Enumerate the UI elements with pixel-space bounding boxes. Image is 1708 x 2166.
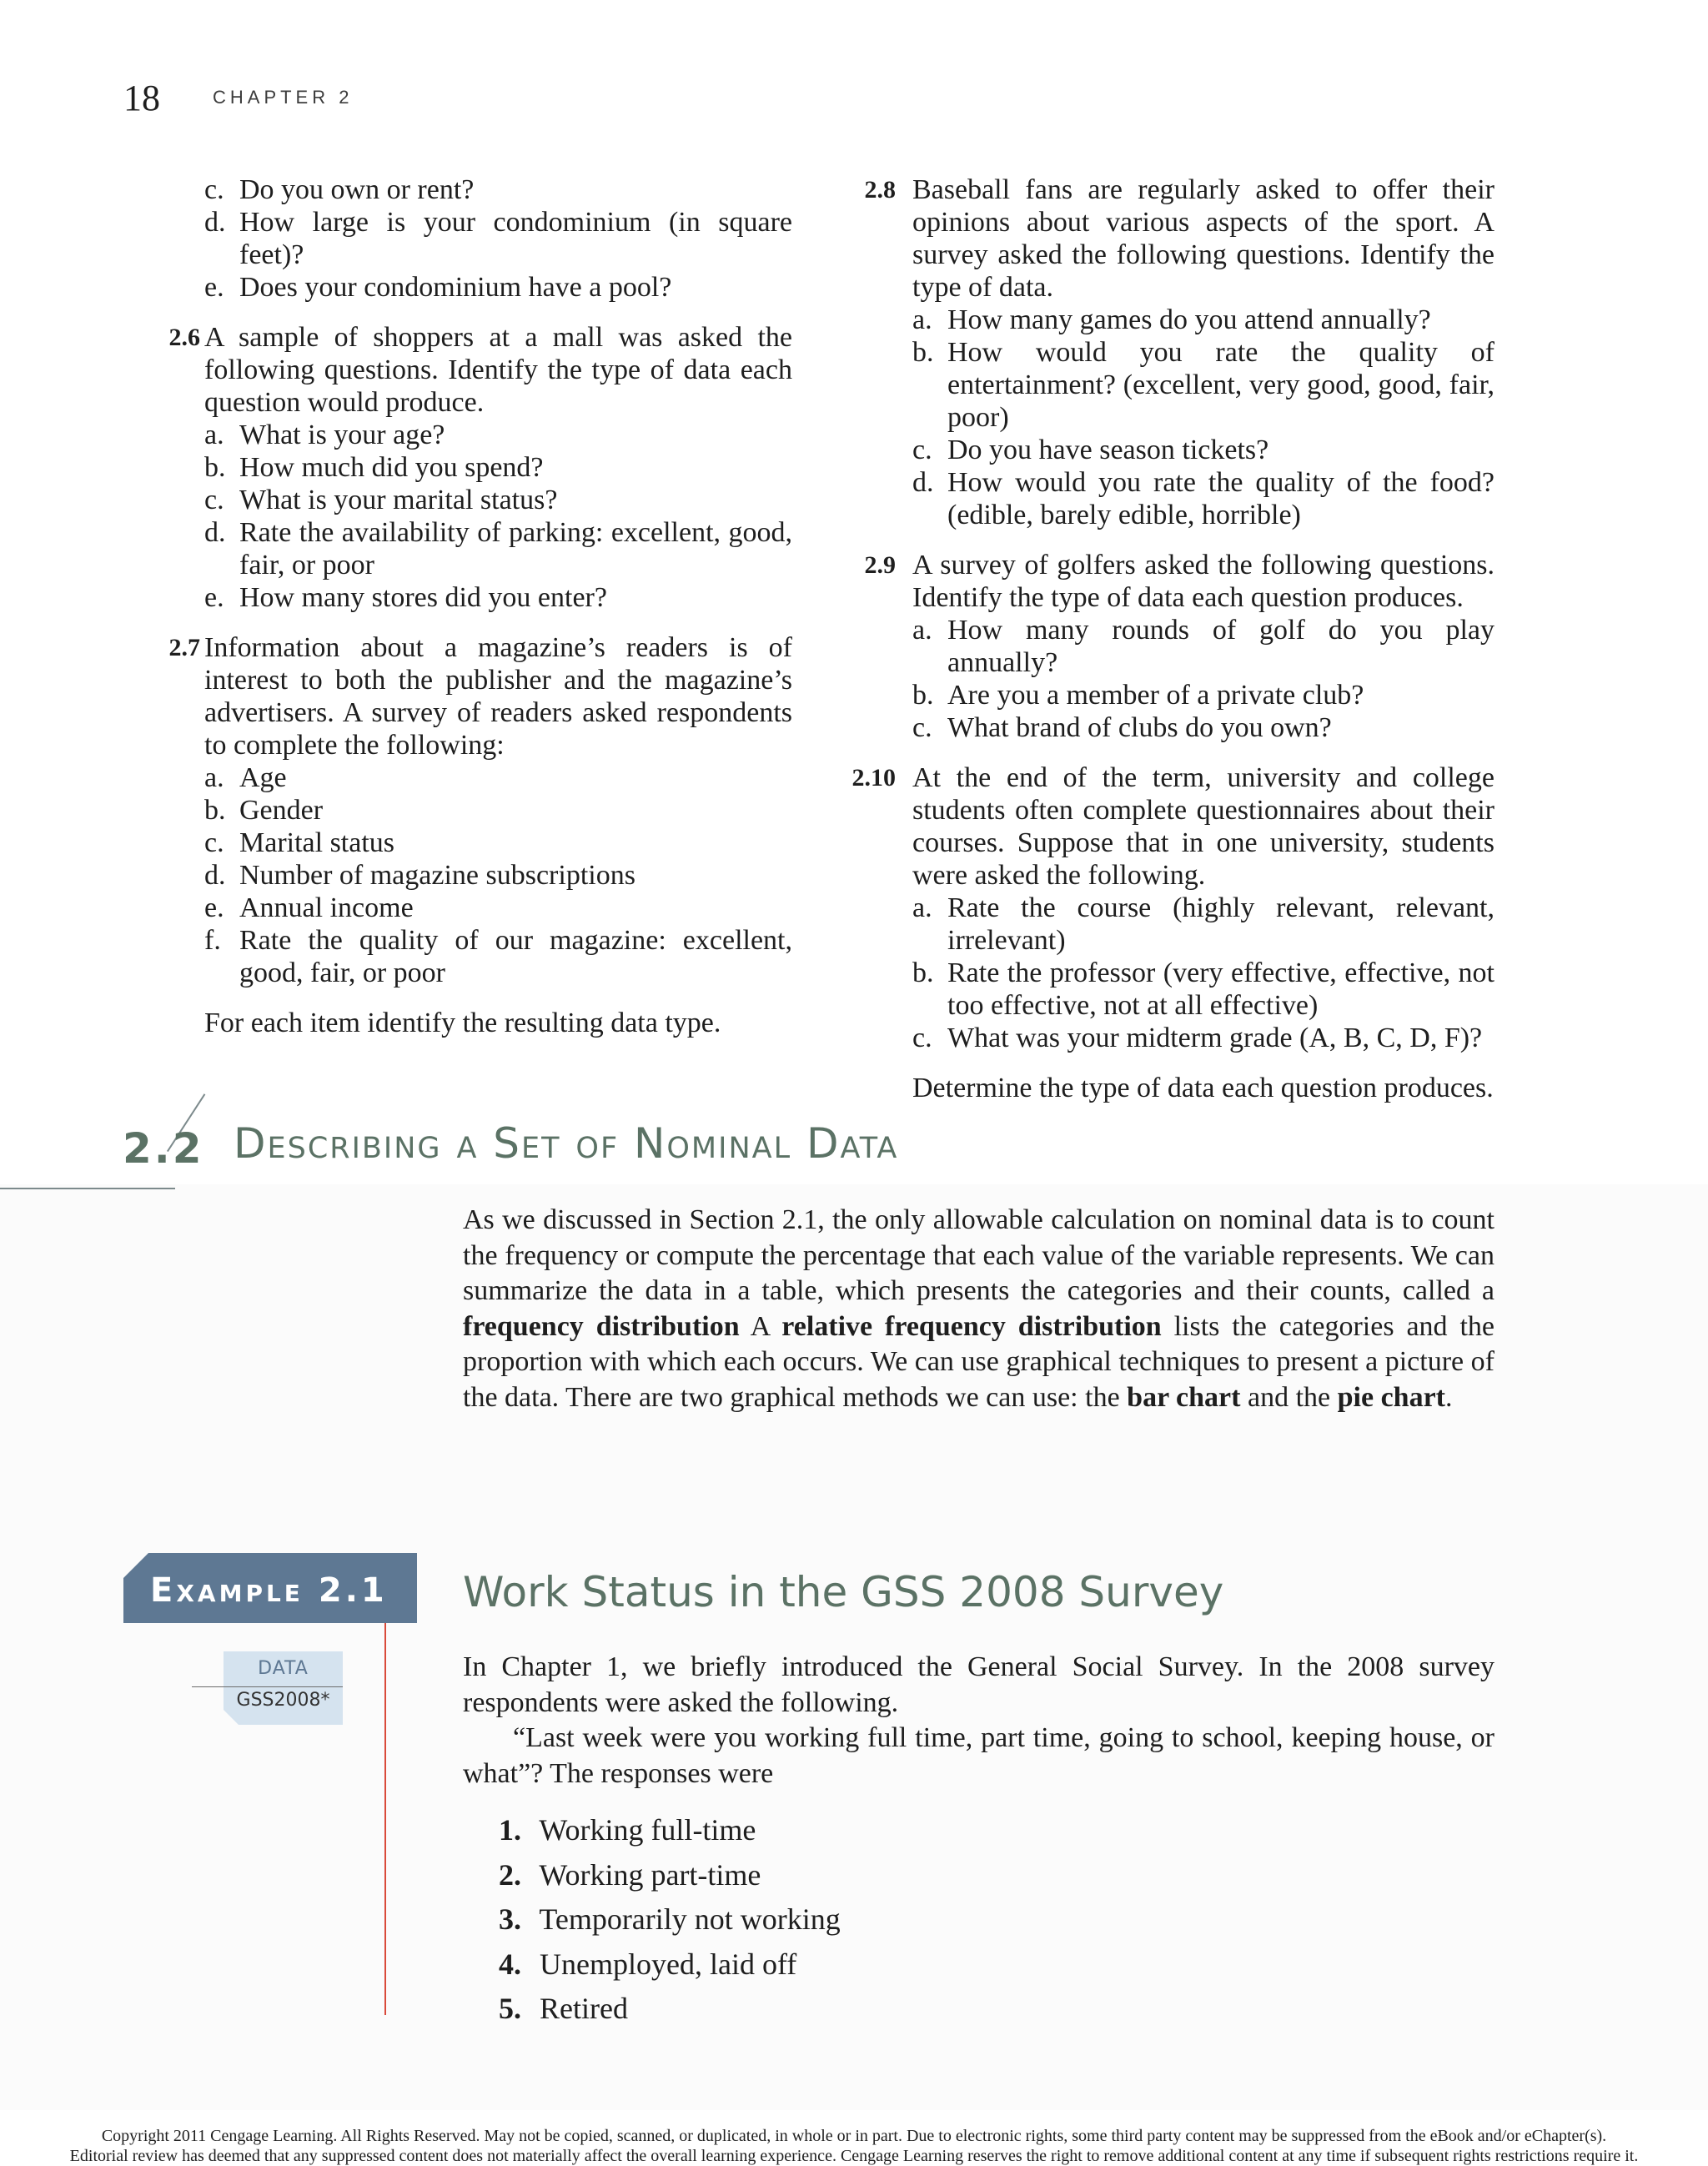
list-item: b. Gender — [204, 795, 324, 826]
section-title: Describing a Set of Nominal Data — [234, 1119, 899, 1168]
section-body — [463, 1203, 1494, 1415]
page-number: 18 — [123, 78, 160, 118]
list-item: a. How many rounds of golf do you play annually? — [912, 615, 1494, 678]
response-item: 1. Working full-time — [499, 1813, 756, 1847]
exercise-prompt: A sample of shoppers at a mall was asked the following questions. Identify the type of data each question would produce. — [204, 322, 792, 418]
exercise-2-9 — [826, 549, 1494, 744]
list-item: b. How much did you spend? — [204, 452, 544, 483]
response-item: 2. Working part-time — [499, 1857, 761, 1892]
example-title: Work Status in the GSS 2008 Survey — [463, 1568, 1224, 1616]
exercise-prompt: Information about a magazine’s readers is of interest to both the publisher and the magazine’s advertisers. A survey of readers asked respondents to complete the following: — [204, 632, 792, 761]
exercise-closing: For each item identify the resulting data type. — [204, 1008, 721, 1038]
term-bar-chart: bar chart — [1127, 1381, 1241, 1413]
response-item: 3. Temporarily not working — [499, 1902, 841, 1936]
exercise-2-7 — [125, 631, 792, 1039]
response-item: 4. Unemployed, laid off — [499, 1947, 797, 1981]
list-item: d. How would you rate the quality of the food? (edible, barely edible, horrible) — [912, 467, 1494, 530]
list-item: e. How many stores did you enter? — [204, 582, 607, 613]
example-paragraph: “Last week were you working full time, part time, going to school, keeping house, or what”? The responses were — [463, 1722, 1494, 1789]
section-rule-horizontal — [0, 1188, 175, 1189]
example-tag-number: 2.1 — [318, 1571, 388, 1610]
response-list — [499, 1808, 841, 2032]
term-frequency-distribution: frequency distribution — [463, 1310, 740, 1342]
list-item: f. Rate the quality of our magazine: excellent, good, fair, or poor — [204, 925, 792, 988]
exercise-2-8 — [826, 173, 1494, 531]
list-item: c. Marital status — [204, 827, 395, 858]
exercise-prompt: Baseball fans are regularly asked to offer their opinions about various aspects of the sport. A survey asked the following questions. Identify the type of data. — [912, 174, 1494, 303]
copyright-line: Copyright 2011 Cengage Learning. All Rights Reserved. May not be copied, scanned, or duplicated, in whole or in part. Due to electronic rights, some third party content may be suppressed from the eBook and/or eChapter(s). — [101, 2127, 1607, 2145]
section-number: 2.2 — [123, 1124, 204, 1173]
list-item: a. What is your age? — [204, 420, 445, 450]
list-item: e. Does your condominium have a pool? — [204, 272, 672, 303]
list-item: c. Do you have season tickets? — [912, 435, 1269, 465]
response-item: 5. Retired — [499, 1992, 628, 2025]
section-paragraph: As we discussed in Section 2.1, the only allowable calculation on nominal data is to count the frequency or compute the percentage that each value of the variable represents. We can summarize the data in a table, which presents the categories and their counts, called a frequency distribution A relative frequency distribution lists the categories and the proportion with which each occurs. We can use graphical techniques to present a picture of the data. There are two graphical methods we can use: the bar chart and the pie chart. — [463, 1204, 1494, 1413]
list-item: c. What brand of clubs do you own? — [912, 712, 1332, 743]
example-rule — [384, 1623, 386, 2015]
chapter-label: CHAPTER 2 — [213, 87, 354, 108]
list-item: d. How large is your condominium (in square feet)? — [204, 207, 792, 270]
list-item: b. Rate the professor (very effective, effective, not too effective, not at all effective) — [912, 957, 1494, 1021]
list-item: c. What is your marital status? — [204, 485, 558, 515]
copyright-line: Editorial review has deemed that any suppressed content does not materially affect the overall learning experience. Cengage Learning reserves the right to remove additional content at any time if subsequent rights restrictions require it. — [69, 2147, 1639, 2165]
data-rule — [192, 1686, 343, 1687]
list-item: d. Rate the availability of parking: excellent, good, fair, or poor — [204, 517, 792, 580]
right-column — [826, 173, 1494, 1104]
exercise-prompt: At the end of the term, university and college students often complete questionnaires about their courses. Suppose that in one university, students were asked the following. — [912, 762, 1494, 891]
exercise-number: 2.9 — [864, 551, 896, 579]
list-item: d. Number of magazine subscriptions — [204, 860, 635, 891]
list-item: a. Age — [204, 762, 287, 793]
copyright-footer — [0, 2126, 1708, 2166]
data-label: DATA — [258, 1658, 309, 1679]
list-item: b. Are you a member of a private club? — [912, 680, 1364, 711]
exercise-closing: Determine the type of data each question produces. — [912, 1073, 1494, 1103]
list-item: a. How many games do you attend annually? — [912, 304, 1431, 335]
left-column — [125, 173, 792, 1039]
example-body — [463, 1650, 1494, 1792]
example-tag-label — [150, 1571, 388, 1610]
term-pie-chart: pie chart — [1337, 1381, 1445, 1413]
exercise-2-5-tail — [125, 173, 792, 304]
example-paragraph: In Chapter 1, we briefly introduced the General Social Survey. In the 2008 survey respondents were asked the following. — [463, 1651, 1494, 1718]
list-item: a. Rate the course (highly relevant, relevant, irrelevant) — [912, 892, 1494, 956]
exercise-number: 2.10 — [851, 764, 896, 792]
list-item: e. Annual income — [204, 892, 414, 923]
list-item: b. How would you rate the quality of entertainment? (excellent, very good, good, fair, poor) — [912, 337, 1494, 433]
exercise-number: 2.6 — [168, 324, 200, 351]
list-item: c. What was your midterm grade (A, B, C, D, F)? — [912, 1023, 1483, 1053]
exercise-prompt: A survey of golfers asked the following questions. Identify the type of data each question produces. — [912, 550, 1494, 613]
data-file-name: GSS2008* — [236, 1690, 330, 1711]
example-tag-word: Example — [150, 1571, 304, 1610]
exercise-2-10 — [826, 761, 1494, 1104]
exercise-number: 2.7 — [168, 634, 200, 661]
exercise-2-6 — [125, 321, 792, 614]
term-relative-frequency-distribution: relative frequency distribution — [781, 1310, 1162, 1342]
exercise-number: 2.8 — [864, 176, 896, 204]
list-item: c. Do you own or rent? — [204, 174, 475, 205]
